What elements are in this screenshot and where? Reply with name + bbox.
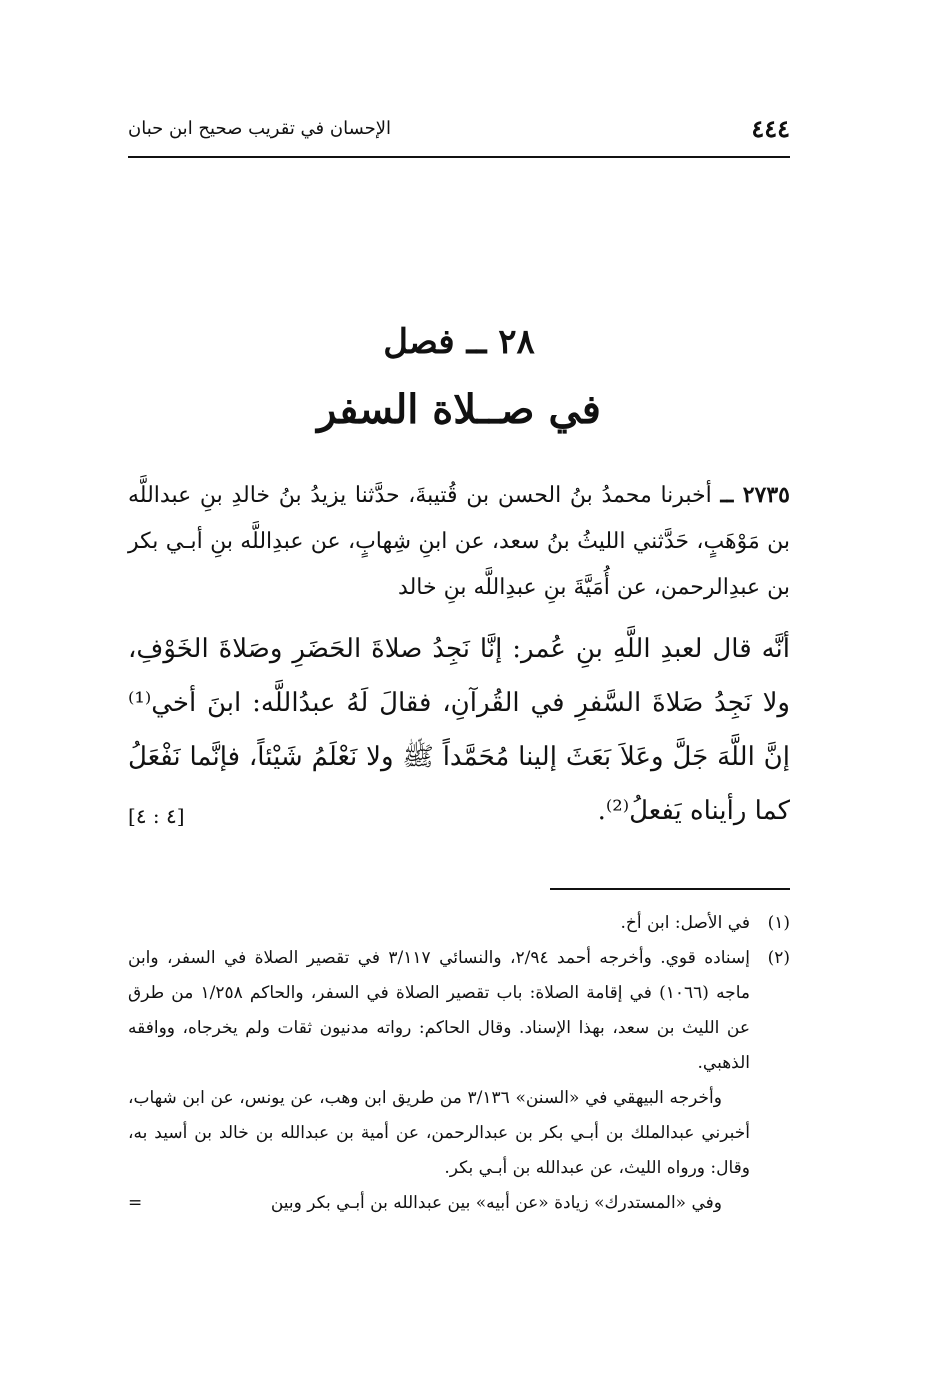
footnote-number: (٢) (767, 948, 790, 968)
footnote-text: وأخرجه البيهقي في «السنن» ٣/١٣٦ من طريق ابن وهب، عن يونس، عن ابن شهاب، أخبرني عبدالملك بن أبـي بكر بن عبدالرحمن، عن أمية بن عبدالله بن خالد بن أسيد به، وقال: ورواه الليث، عن عبدالله بن أبـي بكر. (128, 1088, 750, 1178)
continuation-mark: = (128, 1193, 143, 1213)
footnote-2 (128, 941, 790, 1221)
footnote-1 (128, 906, 790, 941)
hadith-reference: [٤ : ٤] (128, 804, 185, 828)
running-header (128, 110, 790, 150)
footnote-number: (١) (767, 913, 790, 933)
footnote-text: وفي «المستدرك» زيادة «عن أبيه» بين عبدالله بن أبـي بكر وبين (270, 1193, 722, 1213)
footnote-divider (550, 888, 790, 890)
header-divider (128, 156, 790, 158)
footnote-text: إسناده قوي. وأخرجه أحمد ٢/٩٤، والنسائي ٣/١١٧ في تقصير الصلاة في السفر، وابن ماجه (١٠٦٦) في إقامة الصلاة: باب تقصير الصلاة في السفر، والحاكم ١/٢٥٨ من طرق عن الليث بن سعد، بهذا الإسناد. وقال الحاكم: رواته مدنيون ثقات ولم يخرجاه، ووافقه الذهبي. (128, 948, 750, 1073)
page-number: ٤٤٤ (751, 114, 790, 143)
hadith-number: ٢٧٣٥ ــ (720, 482, 790, 508)
hadith-isnad (128, 472, 790, 611)
chapter-number: ٢٨ ــ فصل (383, 322, 535, 362)
hadith-matn: أنَّه قال لعبدِ اللَّهِ بنِ عُمر: إنَّا نَجِدُ صلاةَ الحَضَرِ وصَلاةَ الخَوْفِ، ولا نَجِدُ صَلاةَ السَّفرِ في القُرآنِ، فقالَ لَهُ عبدُاللَّه: ابنَ أخي⁽¹⁾ إنَّ اللَّهَ جَلَّ وعَلاَ بَعَثَ إلينا مُحَمَّداً ﷺ ولا نَعْلَمُ شَيْئاً، فإنَّما نَفْعَلُ كما رأيناه يَفعلُ⁽²⁾. (128, 634, 790, 826)
book-title: الإحسان في تقريب صحيح ابن حبان (128, 118, 392, 139)
isnad-text: أخبرنا محمدُ بنُ الحسن بن قُتيبةَ، حدَّثنا يزيدُ بنُ خالدِ بنِ عبداللَّه بن مَوْهَبٍ، حَدَّثني الليثُ بنُ سعد، عن ابنِ شِهابٍ، عن عبدِاللَّه بنِ أبـي بكر بن عبدِالرحمن، عن أُمَيَّةَ بنِ عبدِاللَّه بنِ خالد (128, 483, 790, 600)
chapter-title: في صــلاة السفر (317, 386, 601, 433)
footnote-last-line (128, 1186, 750, 1221)
footnote-text: في الأصل: ابن أخ. (620, 913, 750, 933)
footnotes (128, 906, 790, 1221)
